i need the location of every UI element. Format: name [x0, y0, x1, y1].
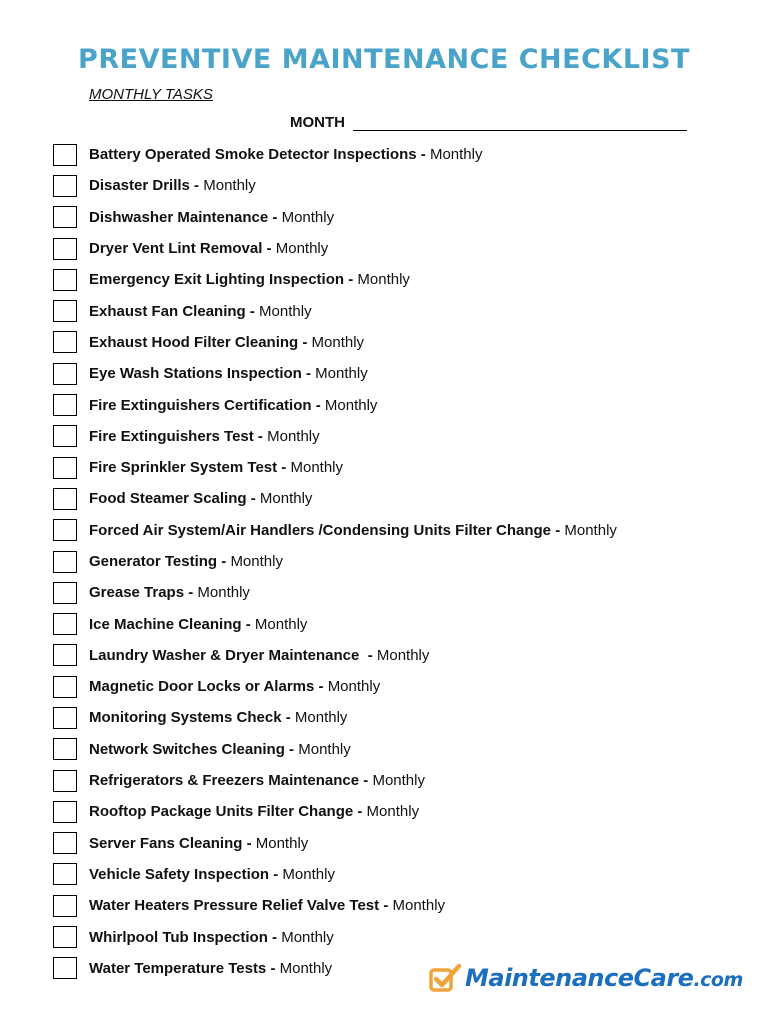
- task-frequency: Monthly: [282, 865, 335, 883]
- task-checkbox[interactable]: [53, 488, 77, 510]
- task-label: [89, 553, 283, 570]
- checklist-item: [53, 734, 617, 765]
- task-separator: -: [298, 333, 312, 351]
- task-name: Forced Air System/Air Handlers /Condensing Units Filter Change: [89, 521, 552, 539]
- task-label: [89, 397, 377, 414]
- task-name: Grease Traps: [89, 584, 185, 602]
- checklist-item: [53, 515, 617, 546]
- task-separator: -: [242, 834, 256, 852]
- task-frequency: Monthly: [357, 271, 410, 289]
- task-separator: -: [245, 302, 260, 320]
- task-frequency: Monthly: [429, 146, 483, 164]
- task-label: [89, 177, 256, 194]
- task-frequency: Monthly: [290, 459, 344, 477]
- task-name: Magnetic Door Locks or Alarms: [89, 678, 315, 696]
- task-name: Water Heaters Pressure Relief Valve Test: [89, 897, 380, 915]
- task-checkbox[interactable]: [53, 551, 77, 573]
- task-frequency: Monthly: [259, 490, 313, 508]
- task-checklist: [53, 139, 617, 984]
- task-separator: -: [217, 553, 231, 570]
- task-name: Server Fans Cleaning: [89, 834, 243, 852]
- task-frequency: Monthly: [298, 740, 351, 758]
- task-label: [89, 678, 380, 695]
- task-separator: -: [311, 396, 325, 414]
- task-label: [89, 490, 312, 507]
- task-frequency: Monthly: [281, 208, 335, 226]
- task-name: Generator Testing: [89, 553, 218, 570]
- task-name: Whirlpool Tub Inspection: [89, 928, 268, 946]
- task-frequency: Monthly: [259, 302, 312, 320]
- checkbox-check-icon: [428, 962, 462, 994]
- task-checkbox[interactable]: [53, 425, 77, 447]
- task-separator: -: [269, 865, 283, 883]
- month-field-row: [290, 110, 687, 131]
- checklist-item: [53, 483, 617, 514]
- section-subtitle: MONTHLY TASKS: [89, 86, 213, 103]
- task-frequency: Monthly: [372, 772, 425, 790]
- task-checkbox[interactable]: [53, 770, 77, 792]
- task-frequency: Monthly: [255, 834, 309, 852]
- task-checkbox[interactable]: [53, 801, 77, 823]
- task-separator: -: [266, 959, 280, 977]
- task-checkbox[interactable]: [53, 707, 77, 729]
- task-label: [89, 584, 250, 601]
- task-frequency: Monthly: [281, 928, 334, 946]
- checklist-item: [53, 233, 617, 264]
- checklist-item: [53, 358, 617, 389]
- checklist-item: [53, 765, 617, 796]
- task-frequency: Monthly: [327, 678, 381, 696]
- task-checkbox[interactable]: [53, 863, 77, 885]
- task-label: [89, 616, 307, 633]
- task-checkbox[interactable]: [53, 738, 77, 760]
- task-label: [89, 334, 364, 351]
- task-checkbox[interactable]: [53, 331, 77, 353]
- task-label: [89, 960, 332, 977]
- task-label: [89, 835, 308, 852]
- task-frequency: Monthly: [267, 427, 320, 445]
- task-separator: -: [551, 521, 565, 539]
- task-label: [89, 709, 347, 726]
- task-frequency: Monthly: [315, 365, 368, 383]
- task-frequency: Monthly: [294, 709, 348, 727]
- checklist-item: [53, 295, 617, 326]
- checklist-item: [53, 389, 617, 420]
- task-checkbox[interactable]: [53, 582, 77, 604]
- task-frequency: Monthly: [392, 897, 446, 915]
- task-checkbox[interactable]: [53, 832, 77, 854]
- task-label: [89, 522, 617, 539]
- task-separator: -: [301, 365, 316, 383]
- page-title: PREVENTIVE MAINTENANCE CHECKLIST: [78, 44, 690, 75]
- logo-suffix: .com: [693, 969, 743, 991]
- task-name: Disaster Drills: [89, 177, 190, 195]
- task-checkbox[interactable]: [53, 457, 77, 479]
- task-separator: -: [262, 240, 276, 258]
- task-frequency: Monthly: [203, 177, 256, 195]
- checklist-item: [53, 702, 617, 733]
- task-name: Refrigerators & Freezers Maintenance: [89, 772, 360, 790]
- task-checkbox[interactable]: [53, 676, 77, 698]
- checklist-item: [53, 828, 617, 859]
- checklist-item: [53, 577, 617, 608]
- month-label: MONTH: [290, 114, 345, 131]
- task-separator: -: [344, 271, 358, 289]
- checklist-item: [53, 640, 617, 671]
- task-separator: -: [314, 678, 328, 696]
- checklist-item: [53, 421, 617, 452]
- task-label: [89, 772, 425, 789]
- task-label: [89, 866, 335, 883]
- task-checkbox[interactable]: [53, 300, 77, 322]
- task-frequency: Monthly: [230, 553, 283, 570]
- checklist-item: [53, 170, 617, 201]
- checklist-item: [53, 546, 617, 577]
- month-input[interactable]: [353, 110, 687, 131]
- task-separator: -: [379, 897, 393, 915]
- task-frequency: Monthly: [311, 333, 365, 351]
- task-frequency: Monthly: [366, 803, 420, 821]
- task-separator: -: [253, 427, 268, 445]
- task-separator: -: [359, 646, 377, 664]
- task-separator: -: [246, 490, 260, 508]
- task-name: Laundry Washer & Dryer Maintenance: [89, 646, 360, 664]
- checklist-item: [53, 796, 617, 827]
- task-name: Ice Machine Cleaning: [89, 615, 242, 633]
- task-label: [89, 647, 429, 664]
- task-separator: -: [189, 177, 204, 195]
- checklist-item: [53, 608, 617, 639]
- task-frequency: Monthly: [197, 584, 250, 602]
- task-checkbox[interactable]: [53, 394, 77, 416]
- task-label: [89, 929, 334, 946]
- task-name: Fire Extinguishers Certification: [89, 396, 312, 414]
- task-label: [89, 240, 328, 257]
- checklist-item: [53, 264, 617, 295]
- task-separator: -: [353, 803, 367, 821]
- task-checkbox[interactable]: [53, 175, 77, 197]
- task-checkbox[interactable]: [53, 519, 77, 541]
- task-separator: -: [416, 146, 430, 164]
- task-frequency: Monthly: [279, 959, 333, 977]
- task-name: Food Steamer Scaling: [89, 490, 247, 508]
- task-checkbox[interactable]: [53, 363, 77, 385]
- task-label: [89, 271, 410, 288]
- checklist-item: [53, 921, 617, 952]
- task-name: Rooftop Package Units Filter Change: [89, 803, 354, 821]
- checklist-item: [53, 671, 617, 702]
- task-frequency: Monthly: [324, 396, 378, 414]
- task-label: [89, 459, 343, 476]
- task-name: Fire Sprinkler System Test: [89, 459, 278, 477]
- task-name: Exhaust Hood Filter Cleaning: [89, 333, 299, 351]
- checklist-item: [53, 139, 617, 170]
- task-label: [89, 365, 368, 382]
- task-checkbox[interactable]: [53, 206, 77, 228]
- task-label: [89, 209, 334, 226]
- task-name: Eye Wash Stations Inspection: [89, 365, 302, 383]
- task-label: [89, 803, 419, 820]
- task-checkbox[interactable]: [53, 957, 77, 979]
- task-name: Dishwasher Maintenance: [89, 208, 269, 226]
- task-frequency: Monthly: [254, 615, 308, 633]
- task-name: Battery Operated Smoke Detector Inspections: [89, 146, 417, 164]
- task-separator: -: [281, 709, 295, 727]
- task-frequency: Monthly: [275, 240, 329, 258]
- task-checkbox[interactable]: [53, 895, 77, 917]
- checklist-item: [53, 452, 617, 483]
- maintenancecare-logo: [428, 962, 743, 994]
- task-label: [89, 897, 445, 914]
- task-separator: -: [359, 772, 373, 790]
- task-separator: -: [284, 740, 299, 758]
- task-checkbox[interactable]: [53, 613, 77, 635]
- checklist-item: [53, 859, 617, 890]
- task-name: Network Switches Cleaning: [89, 740, 285, 758]
- task-checkbox[interactable]: [53, 644, 77, 666]
- task-name: Water Temperature Tests: [89, 959, 267, 977]
- task-name: Dryer Vent Lint Removal: [89, 240, 263, 258]
- task-checkbox[interactable]: [53, 144, 77, 166]
- task-name: Exhaust Fan Cleaning: [89, 302, 246, 320]
- task-separator: -: [241, 615, 255, 633]
- task-frequency: Monthly: [564, 521, 617, 539]
- task-separator: -: [268, 208, 282, 226]
- task-checkbox[interactable]: [53, 238, 77, 260]
- task-separator: -: [184, 584, 198, 602]
- task-label: [89, 146, 482, 163]
- task-separator: -: [277, 459, 291, 477]
- task-separator: -: [267, 928, 282, 946]
- task-frequency: Monthly: [376, 646, 430, 664]
- task-name: Emergency Exit Lighting Inspection: [89, 271, 345, 289]
- task-name: Vehicle Safety Inspection: [89, 865, 270, 883]
- checklist-item: [53, 202, 617, 233]
- task-label: [89, 741, 351, 758]
- logo-wordmark: [465, 964, 743, 992]
- task-checkbox[interactable]: [53, 926, 77, 948]
- task-checkbox[interactable]: [53, 269, 77, 291]
- task-label: [89, 303, 312, 320]
- checklist-item: [53, 327, 617, 358]
- task-name: Fire Extinguishers Test: [89, 427, 254, 445]
- checklist-item: [53, 890, 617, 921]
- logo-text: MaintenanceCare: [465, 964, 694, 992]
- task-name: Monitoring Systems Check: [89, 709, 282, 727]
- task-label: [89, 428, 320, 445]
